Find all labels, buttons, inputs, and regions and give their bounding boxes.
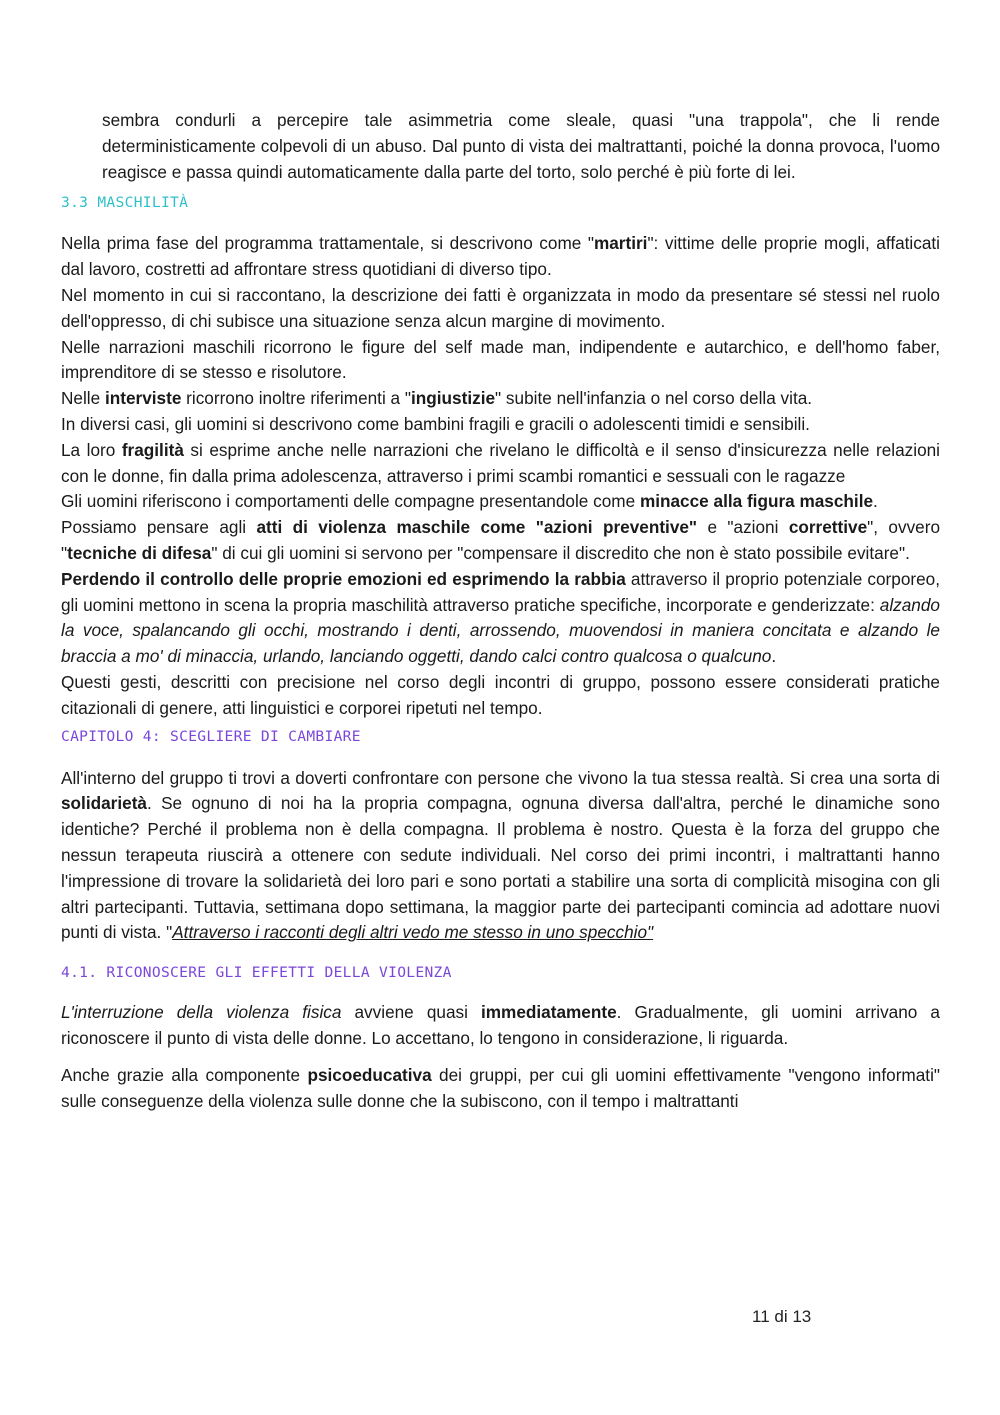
paragraph: L'interruzione della violenza fisica avviene quasi immediatamente. Gradualmente, gli uomini arrivano a riconoscere il punto di vista delle donne. Lo accettano, lo tengono in considerazione, li riguarda. <box>61 1002 940 1048</box>
chapter-heading-4: CAPITOLO 4: SCEGLIERE DI CAMBIARE <box>61 727 361 745</box>
intro-paragraph: sembra condurli a percepire tale asimmetria come sleale, quasi "una trappola", che li rende deterministicamente colpevoli di un abuso. Dal punto di vista dei maltrattanti, poiché la donna provoca, l'uomo reagisce e passa quindi automaticamente dalla parte del torto, solo perché è più forte di lei. <box>102 110 940 182</box>
paragraph: Gli uomini riferiscono i comportamenti delle compagne presentandole come minacce alla figura maschile. <box>61 491 878 512</box>
section-heading-3-3: 3.3 MASCHILITÀ <box>61 194 189 212</box>
paragraph: Questi gesti, descritti con precisione nel corso degli incontri di gruppo, possono essere considerati pratiche citazionali di genere, atti linguistici e corporei ripetuti nel tempo. <box>61 671 940 718</box>
page-number: 11 di 13 <box>752 1307 812 1326</box>
paragraph: La loro fragilità si esprime anche nelle narrazioni che rivelano le difficoltà e il senso d'insicurezza nelle relazioni con le donne, fin dalla prima adolescenza, attraverso i primi scambi romantici e sessuali con le ragazze <box>61 439 941 486</box>
paragraph: Possiamo pensare agli atti di violenza maschile come "azioni preventive" e "azioni correttive", ovvero "tecniche di difesa" di cui gli uomini si servono per "compensare il discredito che non è stato possibile evitare". <box>61 517 941 563</box>
document-page <box>61 108 940 1114</box>
paragraph: Nella prima fase del programma trattamentale, si descrivono come "martiri": vittime delle proprie mogli, affaticati dal lavoro, costretti ad affrontare stress quotidiani di diverso tipo. <box>61 233 940 280</box>
section-heading-4-1: 4.1. RICONOSCERE GLI EFFETTI DELLA VIOLENZA <box>61 964 452 982</box>
paragraph: Nelle interviste ricorrono inoltre riferimenti a "ingiustizie" subite nell'infanzia o nel corso della vita. <box>61 388 813 409</box>
paragraph: Nelle narrazioni maschili ricorrono le figure del self made man, indipendente e autarchico, e dell'homo faber, imprenditore di se stesso e risolutore. <box>61 336 940 383</box>
paragraph: All'interno del gruppo ti trovi a doverti confrontare con persone che vivono la tua stessa realtà. Si crea una sorta di solidarietà. Se ognuno di noi ha la propria compagna, ognuna diversa dall'altra, perché le dinamiche sono identiche? Perché il problema non è della compagna. Il problema è nostro. Questa è la forza del gruppo che nessun terapeuta riuscirà a ottenere con sedute individuali. Nel corso dei primi incontri, i maltrattanti hanno l'impressione di trovare la solidarietà dei loro pari e sono portati a stabilire una sorta di complicità misogina con gli altri partecipanti. Tuttavia, settimana dopo settimana, la maggior parte dei partecipanti comincia ad adottare nuovi punti di vista. "Attraverso i racconti degli altri vedo me stesso in uno specchio" <box>61 767 940 943</box>
quote-text: Attraverso i racconti degli altri vedo me stesso in uno specchio" <box>172 922 654 943</box>
paragraph: Nel momento in cui si raccontano, la descrizione dei fatti è organizzata in modo da presentare sé stessi nel ruolo dell'oppresso, di chi subisce una situazione senza alcun margine di movimento. <box>61 284 940 331</box>
paragraph: In diversi casi, gli uomini si descrivono come bambini fragili e gracili o adolescenti timidi e sensibili. <box>61 413 810 434</box>
paragraph: Perdendo il controllo delle proprie emozioni ed esprimendo la rabbia attraverso il proprio potenziale corporeo, gli uomini mettono in scena la propria maschilità attraverso pratiche specifiche, incorporate e genderizzate: alzando la voce, spalancando gli occhi, mostrando i denti, arrossendo, muovendosi in maniera concitata e alzando le braccia a mo' di minaccia, urlando, lanciando oggetti, dando calci contro qualcosa o qualcuno. <box>61 568 940 667</box>
paragraph: Anche grazie alla componente psicoeducativa dei gruppi, per cui gli uomini effettivamente "vengono informati" sulle conseguenze della violenza sulle donne che la subiscono, con il tempo i maltrattanti <box>61 1064 940 1111</box>
